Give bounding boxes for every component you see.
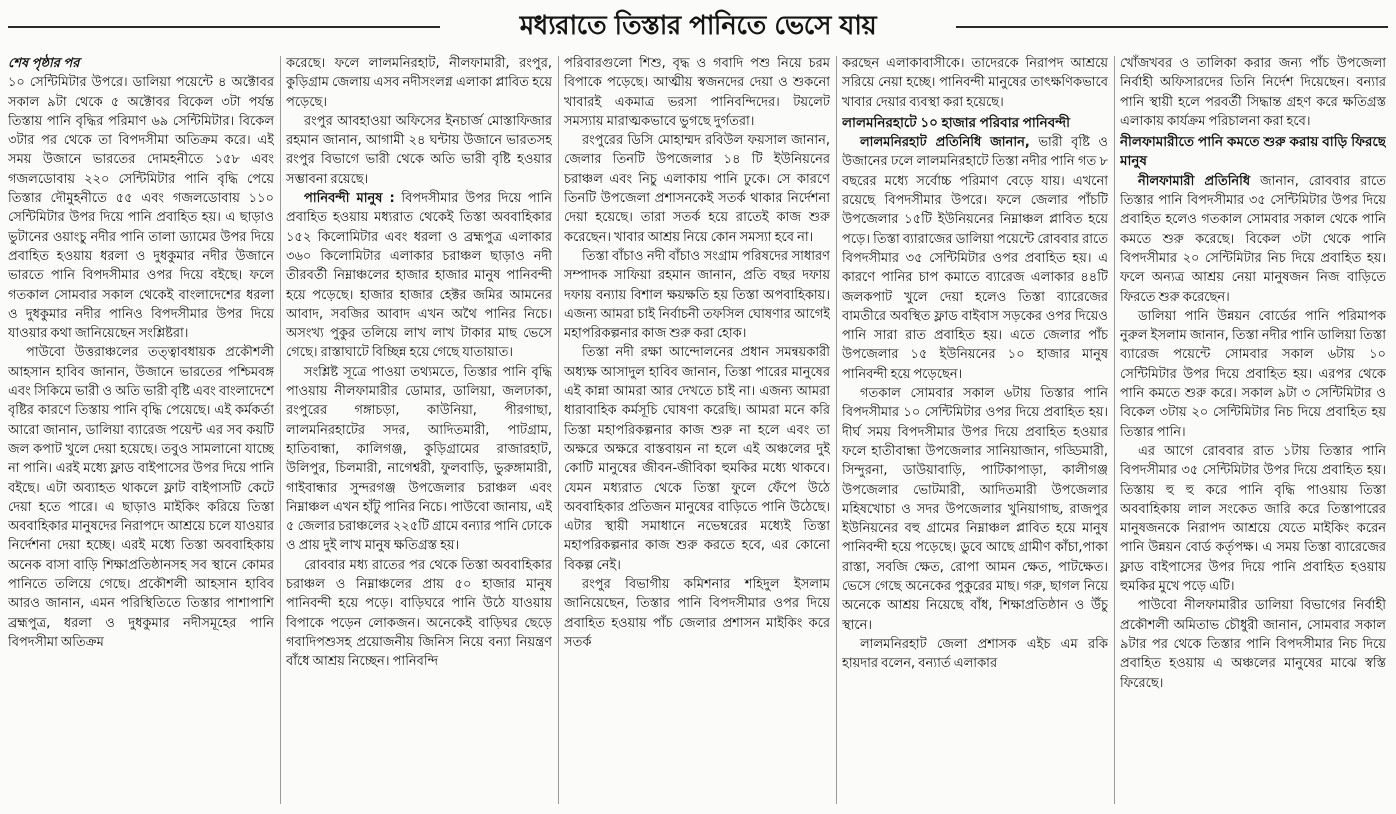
headline: মধ্যরাতে তিস্তার পানিতে ভেসে যায় [519,11,877,41]
paragraph-text: ভারী বৃষ্টি ও উজানের ঢলে লালমনিরহাটে তিস্তা নদীর পানি গত ৮ বছরের মধ্যে সর্বোচ্চ পরিমাণ বেড়ে যায়। এখনো রয়েছে বিপদসীমার উপরে। ফলে জেলার পাঁচটি উপজেলার ১৫টি ইউনিয়নের নিম্নাঞ্চল প্লাবিত হয়ে পড়ে। তিস্তা ব্যারাজের ডালিয়া পয়েন্টে রোববার রাতে বিপদসীমার ৩৫ সেন্টিমিটার ওপর প্রবাহিত হয়। এ কারণে পানির চাপ কমাতে ব্যারেজ এলাকার ৪৪টি জলকপাট খুলে দেয়া হলেও তিস্তা ব্যারেজের বামতীরে অবস্থিত ফ্লাড বাইবাস সড়কের ওপর দিয়েও পানি সারা রাত প্রবাহিত হয়। এতে জেলার পাঁচ উপজেলার ১৫ ইউনিয়নের ১০ হাজার মানুষ পানিবন্দী হয়ে পড়েছেন। [842,135,1108,382]
column-5 [1120,54,1386,808]
column-divider [280,56,281,804]
article-columns [8,54,1388,808]
column-divider [558,56,559,804]
paragraph: রংপুর আবহাওয়া অফিসের ইনচার্জ মোস্তাফিজার রহমান জানান, আগামী ২৪ ঘন্টায় উজানে ভারতসহ রংপুর বিভাগে ভারী থেকে অতি ভারী বৃষ্টি হওয়ার সম্ভাবনা রয়েছে। [286,113,552,187]
paragraph-text: বিপদসীমার উপর দিয়ে পানি প্রবাহিত হওয়ায় মধ্যরাত থেকেই তিস্তা অববাহিকার ১৫২ কিলোমিটার এবং ধরলা ও ব্রহ্মপুত্র এলাকার ৩৬০ কিলোমিটার এলাকার চরাঞ্চল ছাড়াও নদী তীরবর্তী নিম্নাঞ্চলের হাজার হাজার মানুষ পানিবন্দী হয়ে পড়েছে। হাজার হাজার হেক্টর জমির আমনের আবাদ, সবজির আবাদ এখন অথৈ পানির নিচে। অসংখ্য পুকুর তলিয়ে লাখ লাখ টাকার মাছ ভেসে গেছে। রাস্তাঘাটে বিচ্ছিন্ন হয়ে গেছে যাতায়াত। [286,191,552,361]
paragraph: রোববার মধ্য রাতের পর থেকে তিস্তা অববাহিকার চরাঞ্চল ও নিম্নাঞ্চলের প্রায় ৫০ হাজার মানুষ পানিবন্দী হয়ে পড়ে। বাড়িঘরে পানি উঠে যাওয়ায় বিপাকে পড়েন লোকজন। অনেকেই বাড়িঘর ছেড়ে গবাদিপশুসহ প্রয়োজনীয় জিনিস নিয়ে বন্যা নিয়ন্ত্রণ বাঁধে আশ্রয় নিচ্ছেন। পানিবন্দি [286,557,552,670]
paragraph: ডালিয়া পানি উন্নয়ন বোর্ডের পানি পরিমাপক নুরুল ইসলাম জানান, তিস্তা নদীর পানি ডালিয়া তিস্তা ব্যারেজ পয়েন্টে সোমবার সকাল ৬টায় ১০ সেন্টিমিটার উপর দিয়ে প্রবাহিত হয়। এরপর থেকে পানি কমতে শুরু করে। সকাল ৯টা ৩ সেন্টিমিটার ও বিকেল ৩টায় ২০ সেন্টিমিটার নিচ দিয়ে প্রবাহিত হয় তিস্তার পানি। [1120,308,1386,440]
paragraph: পরিবারগুলো শিশু, বৃদ্ধ ও গবাদি পশু নিয়ে চরম বিপাকে পড়েছে। আত্মীয় স্বজনদের দেয়া ও শুকনো খাবারই একমাত্র ভরসা পানিবন্দিদের। টয়লেট সমস্যায় মারাত্মকভাবে ভুগছে দুর্গতরা। [564,56,830,129]
section-heading: লালমনিরহাটে ১০ হাজার পরিবার পানিবন্দী [842,114,1070,131]
paragraph: রংপুর বিভাগীয় কমিশনার শহিদুল ইসলাম জানিয়েছেন, তিস্তার পানি বিপদসীমার ওপর দিয়ে প্রবাহিত হওয়ায় পাঁচ জেলার প্রশাসন মাইকিং করে সতর্ক [564,577,830,650]
headline-rule-right [956,26,1388,28]
column-4 [842,54,1108,808]
paragraph: পাউবো উত্তরাঞ্চলের তত্ত্বাবধায়ক প্রকৌশলী আহসান হাবিব জানান, উজানে ভারতের পশ্চিমবঙ্গ এবং সিকিমে ভারী ও অতি ভারী বৃষ্টি এবং বাংলাদেশে বৃষ্টির কারণে তিস্তায় পানি বৃদ্ধি পেয়েছে। এই কর্মকর্তা আরো জানান, ডালিয়া ব্যারেজ পয়েন্ট এর সব কয়টি জল কপাট খুলে দেয়া হয়েছে। তবুও সামলানো যাচ্ছে না পানি। এরই মধ্যে ফ্লাড বাইপাসের উপর দিয়ে পানি বইছে। এটা অব্যাহত থাকলে ফ্লাট বাইপাসটি কেটে দেয়া হতে পারে। এ ছাড়াও মাইকিং করিয়ে তিস্তা অববাহিকার মানুষদের নিরাপদে আশ্রয়ে চলে যাওয়ার নির্দেশনা দেয়া হচ্ছে। এরই মধ্যে তিস্তা অববাহিকায় অনেক বাসা বাড়ি শিক্ষাপ্রতিষ্ঠানসহ সব স্থানে কোমর পানিতে তলিয়ে গেছে। প্রকৌশলী আহসান হাবিব আরও জানান, এমন পরিস্থিতিতে তিস্তার পাশাপাশি ব্রহ্মপুত্র, ধরলা ও দুধকুমার নদীসমূহের পানি বিপদসীমা অতিক্রম [8,345,274,650]
paragraph: গতকাল সোমবার সকাল ৬টায় তিস্তার পানি বিপদসীমার ১০ সেন্টিমিটার ওপর দিয়ে প্রবাহিত হয়। দীর্ঘ সময় বিপদসীমার উপর দিয়ে প্রবাহিত হওয়ার ফলে হাতীবান্ধা উপজেলার সানিয়াজান, গড্ডিমারী, সিন্দুরনা, ডাউয়াবাড়ি, পাটিকাপাড়া, কালীগঞ্জ উপজেলার ভোটমারী, আদিতমারী উপজেলার মহিষখোচা ও সদর উপজেলার খুনিয়াগাছ, রাজপুর ইউনিয়নের বহু গ্রামের নিম্নাঞ্চল প্লাবিত হয়ে মানুষ পানিবন্দী হয়ে পড়েছে। ডুবে আছে গ্রামীণ কাঁচা,পাকা রাস্তা, সবজি ক্ষেত, রোপা আমন ক্ষেত, পাটক্ষেত। ভেসে গেছে অনেকের পুকুরের মাছ। গরু, ছাগল নিয়ে অনেকে আশ্রয় নিয়েছে বাঁধ, শিক্ষাপ্রতিষ্ঠান ও উঁচু স্থানে। [842,386,1108,633]
column-divider [836,56,837,804]
column-3 [564,54,830,808]
paragraph: করেছে। ফলে লালমনিরহাট, নীলফামারী, রংপুর, কুড়িগ্রাম জেলায় এসব নদীসংলগ্ন এলাকা প্লাবিত হয়ে পড়েছে। [286,56,552,110]
paragraph: সংশ্লিষ্ট সূত্রে পাওয়া তথ্যমতে, তিস্তার পানি বৃদ্ধি পাওয়ায় নীলফামারীর ডোমার, ডালিয়া, জলঢাকা, রংপুরের গঙ্গাচড়া, কাউনিয়া, পীরগাছা, লালমনিরহাটের সদর, আদিতমারী, পাটগ্রাম, হাতিবান্ধা, কালিগঞ্জ, কুড়িগ্রামের রাজারহাট, উলিপুর, চিলমারী, নাগেশ্বরী, ফুলবাড়ি, ভুরুঙ্গামারী, গাইবান্ধার সুন্দরগঞ্জ উপজেলার চরাঞ্চল এবং নিম্নাঞ্চল এখন হাঁটু পানির নিচে। পাউবো জানায়, এই ৫ জেলার চরাঞ্চলের ২২৫টি গ্রামে বন্যার পানি ঢোকে ও প্রায় দুই লাখ মানুষ ক্ষতিগ্রস্ত হয়। [286,364,552,554]
paragraph: খোঁজখবর ও তালিকা করার জন্য পাঁচ উপজেলা নির্বাহী অফিসারদের তিনি নির্দেশ দিয়েছেন। বন্যার পানি স্থায়ী হলে পরবর্তী সিদ্ধান্ত গ্রহণ করে ক্ষতিগ্রস্ত এলাকায় কার্যক্রম পরিচালনা করা হবে। [1120,56,1386,129]
paragraph: তিস্তা বাঁচাও নদী বাঁচাও সংগ্রাম পরিষদের সাধারণ সম্পাদক সাফিয়া রহমান জানান, প্রতি বছর দফায় দফায় বন্যায় বিশাল ক্ষয়ক্ষতি হয় তিস্তা অপবাহিকায়। এজন্য আমরা চাই নির্বাচনী তফসিল ঘোষণার আগেই মহাপরিকল্পনার কাজ শুরু করা হোক। [564,248,830,342]
paragraph: এর আগে রোববার রাত ১টায় তিস্তার পানি বিপদসীমার ৩৫ সেন্টিমিটার উপর দিয়ে প্রবাহিত হয়। তিস্তায় হু হু করে পানি বৃদ্ধি পাওয়ায় তিস্তা অববাহিকায় লাল সংকেত জারি করে তিস্তাপারের মানুষজনকে নিরাপদ আশ্রয়ে যেতে মাইকিং করেন পানি উন্নয়ন বোর্ড কর্তৃপক্ষ। এ সময় তিস্তা ব্যারেজের ফ্লাড বাইপাসের উপর দিয়ে পানি প্রবাহিত হওয়ায় হুমকির মুখে পড়ে এটি। [1120,443,1386,595]
column-1 [8,54,274,808]
dateline-lead: লালমনিরহাট প্রতিনিধি জানান, [860,135,1030,151]
paragraph: রংপুরের ডিসি মোহাম্মদ রবিউল ফয়সাল জানান, জেলার তিনটি উপজেলার ১৪ টি ইউনিয়নের চরাঞ্চল এবং নিচু এলাকায় পানি ঢুকে। সে কারণে তিনটি উপজেলা প্রশাসনকেই সতর্ক থাকার নির্দেশনা দেয়া হয়েছে। তারা সতর্ক হয়ে রাতেই কাজ শুরু করেছেন। খাবার আশ্রয় নিয়ে কোন সমস্যা হবে না। [564,133,830,245]
subhead-lead: পানিবন্দী মানুষ : [304,191,395,207]
paragraph [842,133,1108,384]
dateline-lead: নীলফামারী প্রতিনিধি [1138,173,1251,189]
headline-bar [0,6,1396,50]
paragraph: ১০ সেন্টিমিটার উপরে। ডালিয়া পয়েন্টে ৪ অক্টোবর সকাল ৯টা থেকে ৫ অক্টোবর বিকেল ৩টা পর্যন্ত তিস্তায় পানি বৃদ্ধির পরিমাণ ৬৯ সেন্টিমিটার। বিকেল ৩টার পর থেকে তা বিপদসীমা অতিক্রম করে। এই সময় উজানে ভারতের দোমহনীতে ১৫৮ এবং গজলডোবায় ২২০ সেন্টিমিটার পানি বৃদ্ধি পেয়ে তিস্তার দৌমুহনীতে ৫৫ এবং গজলডোবায় ১১০ সেন্টিমিটার উপর দিয়ে পানি প্রবাহিত হয়। এ ছাড়াও ভুটানের ওয়াংচু নদীর পানি তালা ড্যামের উপর দিয়ে প্রবাহিত হওয়ায় ধরলা ও দুধকুমার নদীর উজানে ভারতে পানি বিপদসীমার ওপর দিয়ে বইছে। ফলে গতকাল সোমবার সকাল থেকেই বাংলাদেশের ধরলা ও দুধকুমার নদীর পানিও বিপদসীমার উপর দিয়ে যাওয়ার কথা জানিয়েছেন সংশ্লিষ্টরা। [8,75,274,342]
headline-rule-left [8,26,440,28]
paragraph [286,189,552,363]
paragraph: লালমনিরহাট জেলা প্রশাসক এইচ এম রকি হায়দার বলেন, বন্যার্ত এলাকার [842,636,1108,672]
paragraph: করছেন এলাকাবাসীকে। তাদেরকে নিরাপদ আশ্রয়ে সরিয়ে নেয়া হচ্ছে। পানিবন্দী মানুষের তাৎক্ষণিকভাবে খাবার দেয়ার ব্যবস্থা করা হয়েছে। [842,56,1108,110]
paragraph [8,54,274,73]
column-2 [286,54,552,808]
continued-kicker: শেষ পৃষ্ঠার পর [8,56,80,71]
section-heading: নীলফামারীতে পানি কমতে শুরু করায় বাড়ি ফিরছে মানুষ [1120,134,1386,170]
paragraph: পাউবো নীলফামারীর ডালিয়া বিভাগের নির্বাহী প্রকৌশলী অমিতাভ চৌধুরী জানান, সোমবার সকাল ৯টার পর থেকে তিস্তার পানি বিপদসীমার নিচ দিয়ে প্রবাহিত হওয়ায় এ অঞ্চলের মানুষের মাঝে স্বস্তি ফিরেছে। [1120,598,1386,691]
paragraph: তিস্তা নদী রক্ষা আন্দোলনের প্রধান সমন্বয়কারী অধ্যক্ষ আসাদুল হাবিব জানান, তিস্তা পারের মানুষের এই কান্না আমরা আর দেখতে চাই না। এজন্য আমরা ধারাবাহিক কর্মসূচি ঘোষণা করেছি। আমরা মনে করি তিস্তা মহাপরিকল্পনার কাজ শুরু না হলে এবং তা অক্ষরে অক্ষরে বাস্তবায়ন না হলে এই অঞ্চলের দুই কোটি মানুষের জীবন-জীবিকা হুমকির মধ্যে থাকবে। যেমন মধ্যরাত থেকে তিস্তা ফুলে ফেঁপে উঠে অববাহিকার প্রতিজন মানুষের বাড়িতে পানি উঠেছে। এটার স্থায়ী সমাধানে নভেম্বরের মধ্যেই তিস্তা মহাপরিকল্পনার কাজ শুরু করতে হবে, এর কোনো বিকল্প নেই। [564,345,830,573]
paragraph-text: জানান, রোববার রাতে তিস্তার পানি বিপদসীমার ৩৫ সেন্টিমিটার উপর দিয়ে প্রবাহিত হলেও গতকাল সোমবার সকাল থেকে পানি কমতে শুরু করেছে। বিকেল ৩টা থেকে পানি বিপদসীমার ২০ সেন্টিমিটার নিচ দিয়ে প্রবাহিত হয়। ফলে অন্যত্র আশ্রয় নেয়া মানুষজন নিজ বাড়িতে ফিরতে শুরু করেছেন। [1120,173,1386,305]
column-divider [1114,56,1115,804]
paragraph [1120,172,1386,307]
